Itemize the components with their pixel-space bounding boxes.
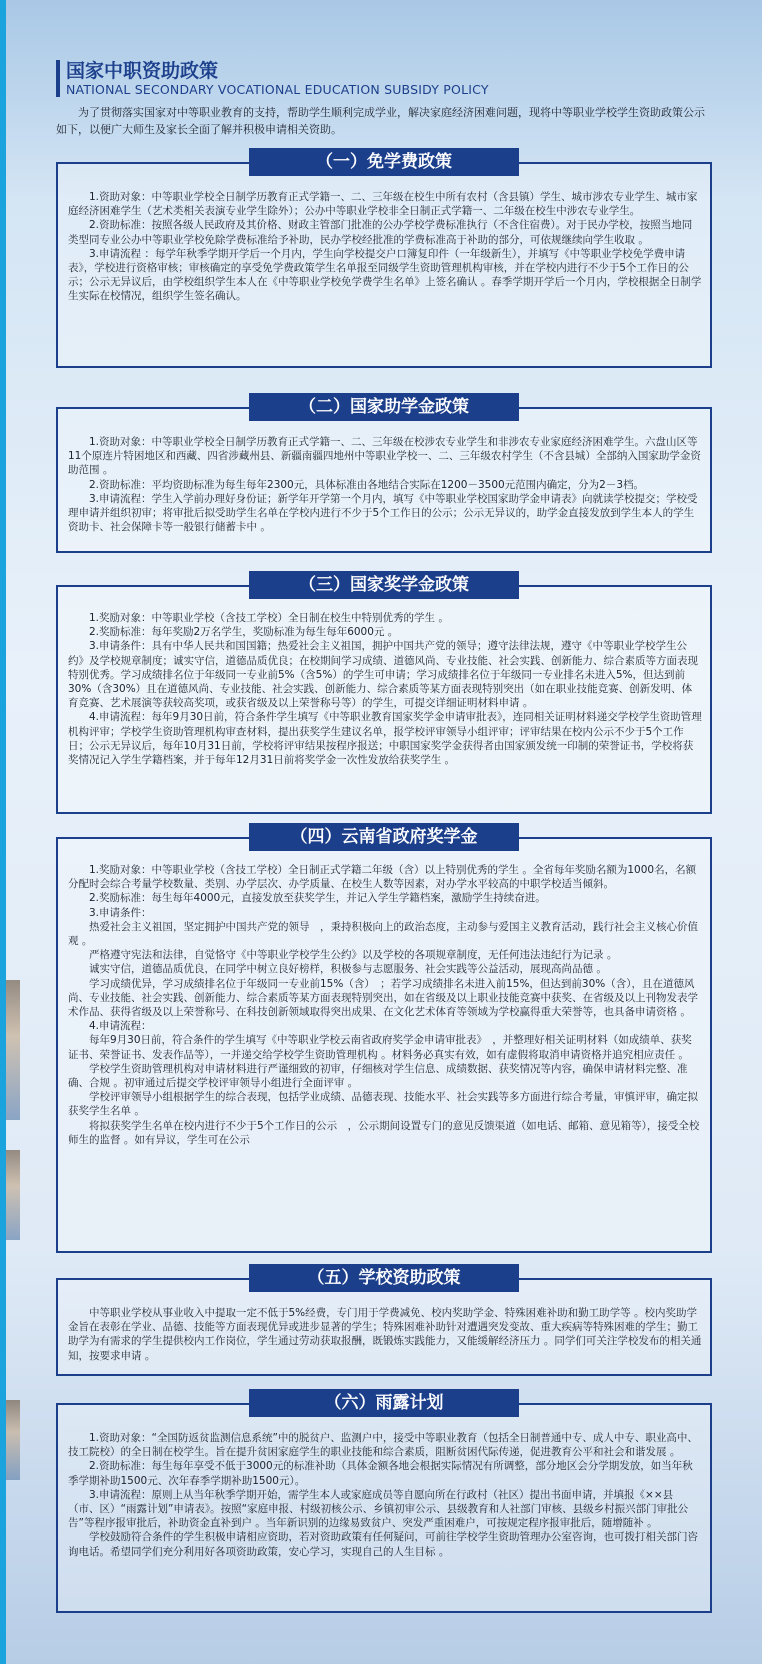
paragraph: 3.申请条件：具有中华人民共和国国籍；热爱社会主义祖国，拥护中国共产党的领导；遵守法律法规，遵守《中等职业学校学生公约》及学校规章制度；诚实守信，道德品质优良；在校期间学习成绩、道德风尚、专业技能、社会实践、创新能力、综合素质等方面表现特别优秀。学习成绩排名位于年级同一专业前5%（含5%）的学生可申请；学习成绩排名位于年级同一专业排名未进入5%，但达到前30%（含30%）且在道德风尚、专业技能、社会实践、创新能力、综合素质等某方面表现特别突出（如在职业技能竞赛、创新发明、体育竞赛、艺术展演等获较高奖项，或获省级及以上荣誉称号等）的学生，可提交详细证明材料申请 。 <box>68 640 698 710</box>
section-body <box>68 611 702 767</box>
paragraph: 2.资助标准：按照各级人民政府及其价格、财政主管部门批准的公办学校学费标准执行（不含住宿费）。对于民办学校，按照当地同类型同专业公办中等职业学校免除学费标准给予补助，民办学校经批准的学费标准高于补助的部分，可依规继续向学生收取 。 <box>68 219 693 246</box>
page-header <box>56 60 489 97</box>
section-title: （三）国家奖学金政策 <box>249 571 519 599</box>
paragraph: 学习成绩优异，学习成绩排名位于年级同一专业前15%（含） ；若学习成绩排名未进入前15%，但达到前30%（含），且在道德风尚、专业技能、社会实践、创新能力、综合素质等某方面表现特别突出，如在省级及以上职业技能竞赛中获奖、在省级及以上刊物发表学术作品、获得省级及以上荣誉称号、在科技创新领域取得突出成果、在文化艺术体育等领域为学校赢得重大荣誉等，也具备申请资格 。 <box>68 977 698 1019</box>
paragraph: 学校评审领导小组根据学生的综合表现，包括学业成绩、品德表现、技能水平、社会实践等多方面进行综合考量，审慎评审，确定拟获奖学生名单 。 <box>68 1091 698 1118</box>
page-subtitle: NATIONAL SECONDARY VOCATIONAL EDUCATION SUBSIDY POLICY <box>66 82 489 97</box>
paragraph: 4.申请流程：每年9月30日前，符合条件学生填写《中等职业教育国家奖学金申请审批表》，连同相关证明材料递交学校学生资助管理机构评审；学校学生资助管理机构审查材料，提出获奖学生建议名单，报学校评审领导小组评审；评审结果在校内公示不少于5个工作日；公示无异议后，每年10月31日前，学校将评审结果按程序报送；中职国家奖学金获得者由国家颁发统一印制的荣誉证书，学校将获奖情况记入学生学籍档案，并于每年12月31日前将奖学金一次性发放给获奖学生 。 <box>68 711 702 767</box>
page-title: 国家中职资助政策 <box>66 60 219 82</box>
paragraph: 2.奖励标准：每年奖励2万名学生，奖励标准为每生每年6000元 。 <box>89 626 399 639</box>
section-title: （二）国家助学金政策 <box>249 393 519 421</box>
decorative-photo-strip <box>6 1150 20 1240</box>
section-tuition-waiver <box>56 148 712 368</box>
paragraph: 3.申请流程：原则上从当年秋季学期开始，需学生本人或家庭成员等自愿向所在行政村（社区）提出书面申请，并填报《××县（市、区）“雨露计划”申请表》。按照“家庭申报、村级初核公示、乡镇初审公示、县级教育和人社部门审核、县级乡村振兴部门审批公告”等程序报审批后，补助资金直补到户 。当年新识别的边缘易致贫户、突发严重困难户，可按规定程序报审批后，随增随补 。 <box>68 1488 689 1530</box>
decorative-photo-strip <box>6 1400 20 1480</box>
section-body <box>68 1306 702 1363</box>
paragraph: 1.奖励对象：中等职业学校（含技工学校）全日制在校生中特别优秀的学生 。 <box>89 612 449 624</box>
paragraph: 将拟获奖学生名单在校内进行不少于5个工作日的公示 ，公示期间设置专门的意见反馈渠道（如电话、邮箱、意见箱等），接受全校师生的监督 。如有异议，学生可在公示 <box>68 1119 700 1146</box>
section-yunnan-scholarship <box>56 823 712 1253</box>
paragraph: 每年9月30日前，符合条件的学生填写《中等职业学校云南省政府奖学金申请审批表》 ，并整理好相关证明材料（如成绩单、获奖证书、荣誉证书、发表作品等），一并递交给学校学生资助管理机构 。材料务必真实有效，如有虚假将取消申请资格并追究相应责任 。 <box>68 1034 692 1061</box>
paragraph: 3.申请流程：学生入学前办理好身份证；新学年开学第一个月内，填写《中等职业学校国家助学金申请表》向就读学校提交；学校受理申请并组织初审；将审批后拟受助学生名单在学校内进行不少于5个工作日的公示；公示无异议的，助学金直接发放到学生本人的学生资助卡、社会保障卡等一般银行储蓄卡中 。 <box>68 492 698 534</box>
paragraph: 学校学生资助管理机构对申请材料进行严谨细致的初审，仔细核对学生信息、成绩数据、获奖情况等内容，确保申请材料完整、准确、合规 。初审通过后提交学校评审领导小组进行全面评审 。 <box>68 1062 688 1090</box>
section-school-aid <box>56 1264 712 1376</box>
paragraph: 诚实守信，道德品质优良，在同学中树立良好榜样，积极参与志愿服务、社会实践等公益活动，展现高尚品德 。 <box>89 963 607 976</box>
paragraph: 1.资助对象：“全国防返贫监测信息系统”中的脱贫户、监测户中，接受中等职业教育（包括全日制普通中专、成人中专、职业高中、技工院校）的全日制在校学生。旨在提升贫困家庭学生的职业技能和综合素质，阻断贫困代际传递，促进教育公平和社会和谐发展 。 <box>68 1432 698 1459</box>
section-title: （四）云南省政府奖学金 <box>249 823 519 851</box>
section-national-scholarship <box>56 571 712 814</box>
paragraph: 严格遵守宪法和法律，自觉恪守《中等职业学校学生公约》以及学校的各项规章制度，无任何违法违纪行为记录 。 <box>89 949 618 962</box>
paragraph: 1.资助对象：中等职业学校全日制学历教育正式学籍一、二、三年级在校生中所有农村（含县镇）学生、城市涉农专业学生、城市家庭经济困难学生（艺术类相关表演专业学生除外）；公办中等职业学校非全日制正式学籍一、二年级在校生中涉农专业学生。 <box>68 191 698 218</box>
section-body <box>68 1431 702 1559</box>
intro-paragraph: 为了贯彻落实国家对中等职业教育的支持，帮助学生顺利完成学业，解决家庭经济困难问题，现将中等职业学校学生资助政策公示如下，以便广大师生及家长全面了解并积极申请相关资助。 <box>56 106 705 136</box>
paragraph: 热爱社会主义祖国，坚定拥护中国共产党的领导 ，秉持积极向上的政治态度，主动参与爱国主义教育活动，践行社会主义核心价值观 。 <box>68 920 698 948</box>
section-yulu-plan <box>56 1389 712 1613</box>
section-body <box>68 863 702 1147</box>
paragraph: 3.申请流程 ：每学年秋季学期开学后一个月内，学生向学校提交户口簿复印件（一年级新生），并填写《中等职业学校免学费申请表》，学校进行资格审核；审核确定的享受免学费政策学生名单报至同级学生资助管理机构审核，并在学校内进行不少于5个工作日的公示；公示无异议后，由学校组织学生本人在《中等职业学校免学费学生名单》上签名确认 。春季学期开学后一个月内，学校根据全日制学生实际在校情况，组织学生签名确认。 <box>68 247 702 303</box>
section-title: （六）雨露计划 <box>249 1389 519 1417</box>
section-national-grant <box>56 393 712 553</box>
paragraph: 2.奖励标准：每生每年4000元，直接发放至获奖学生，并记入学生学籍档案，激励学生持续奋进。 <box>89 892 546 905</box>
section-title: （一）免学费政策 <box>249 148 519 176</box>
paragraph: 2.资助标准：每生每年享受不低于3000元的标准补助（具体金额各地会根据实际情况有所调整，部分地区会分学期发放，如当年秋季学期补助1500元、次年春季学期补助1500元）。 <box>68 1460 693 1487</box>
section-body <box>68 435 702 534</box>
paragraph: 1.奖励对象：中等职业学校（含技工学校）全日制正式学籍二年级（含）以上特别优秀的学生 。全省每年奖励名额为1000名，名额分配时会综合考量学校数量、类别、办学层次、办学质量、在校生人数等因素，对办学水平较高的中职学校适当倾斜。 <box>68 864 697 891</box>
section-title: （五）学校资助政策 <box>249 1264 519 1292</box>
paragraph: 学校鼓励符合条件的学生积极申请相应资助，若对资助政策有任何疑问，可前往学校学生资助管理办公室咨询，也可拨打相关部门咨询电话。希望同学们充分利用好各项资助政策，安心学习，实现自己的人生目标 。 <box>68 1531 698 1558</box>
paragraph: 中等职业学校从事业收入中提取一定不低于5%经费，专门用于学费减免、校内奖助学金、特殊困难补助和勤工助学等 。校内奖助学金旨在表彰在学业、品德、技能等方面表现优异或进步显著的学生；特殊困难补助针对遭遇突发变故、重大疾病等特殊困难的学生；勤工助学为有需求的学生提供校内工作岗位，学生通过劳动获取报酬，既锻炼实践能力，又能缓解经济压力 。同学们可关注学校发布的相关通知，按要求申请 。 <box>68 1307 702 1362</box>
paragraph: 1.资助对象：中等职业学校全日制学历教育正式学籍一、二、三年级在校涉农专业学生和非涉农专业家庭经济困难学生。六盘山区等11个原连片特困地区和西藏、四省涉藏州县、新疆南疆四地州中等职业学校一、二、三年级农村学生（不含县城）全部纳入国家助学金资助范围 。 <box>68 436 701 477</box>
section-body <box>68 190 702 304</box>
decorative-photo-strip <box>6 980 20 1120</box>
paragraph: 3.申请条件： <box>89 906 152 919</box>
paragraph: 4.申请流程： <box>89 1020 152 1033</box>
paragraph: 2.资助标准：平均资助标准为每生每年2300元，具体标准由各地结合实际在1200－3500元范围内确定，分为2－3档。 <box>89 478 645 491</box>
